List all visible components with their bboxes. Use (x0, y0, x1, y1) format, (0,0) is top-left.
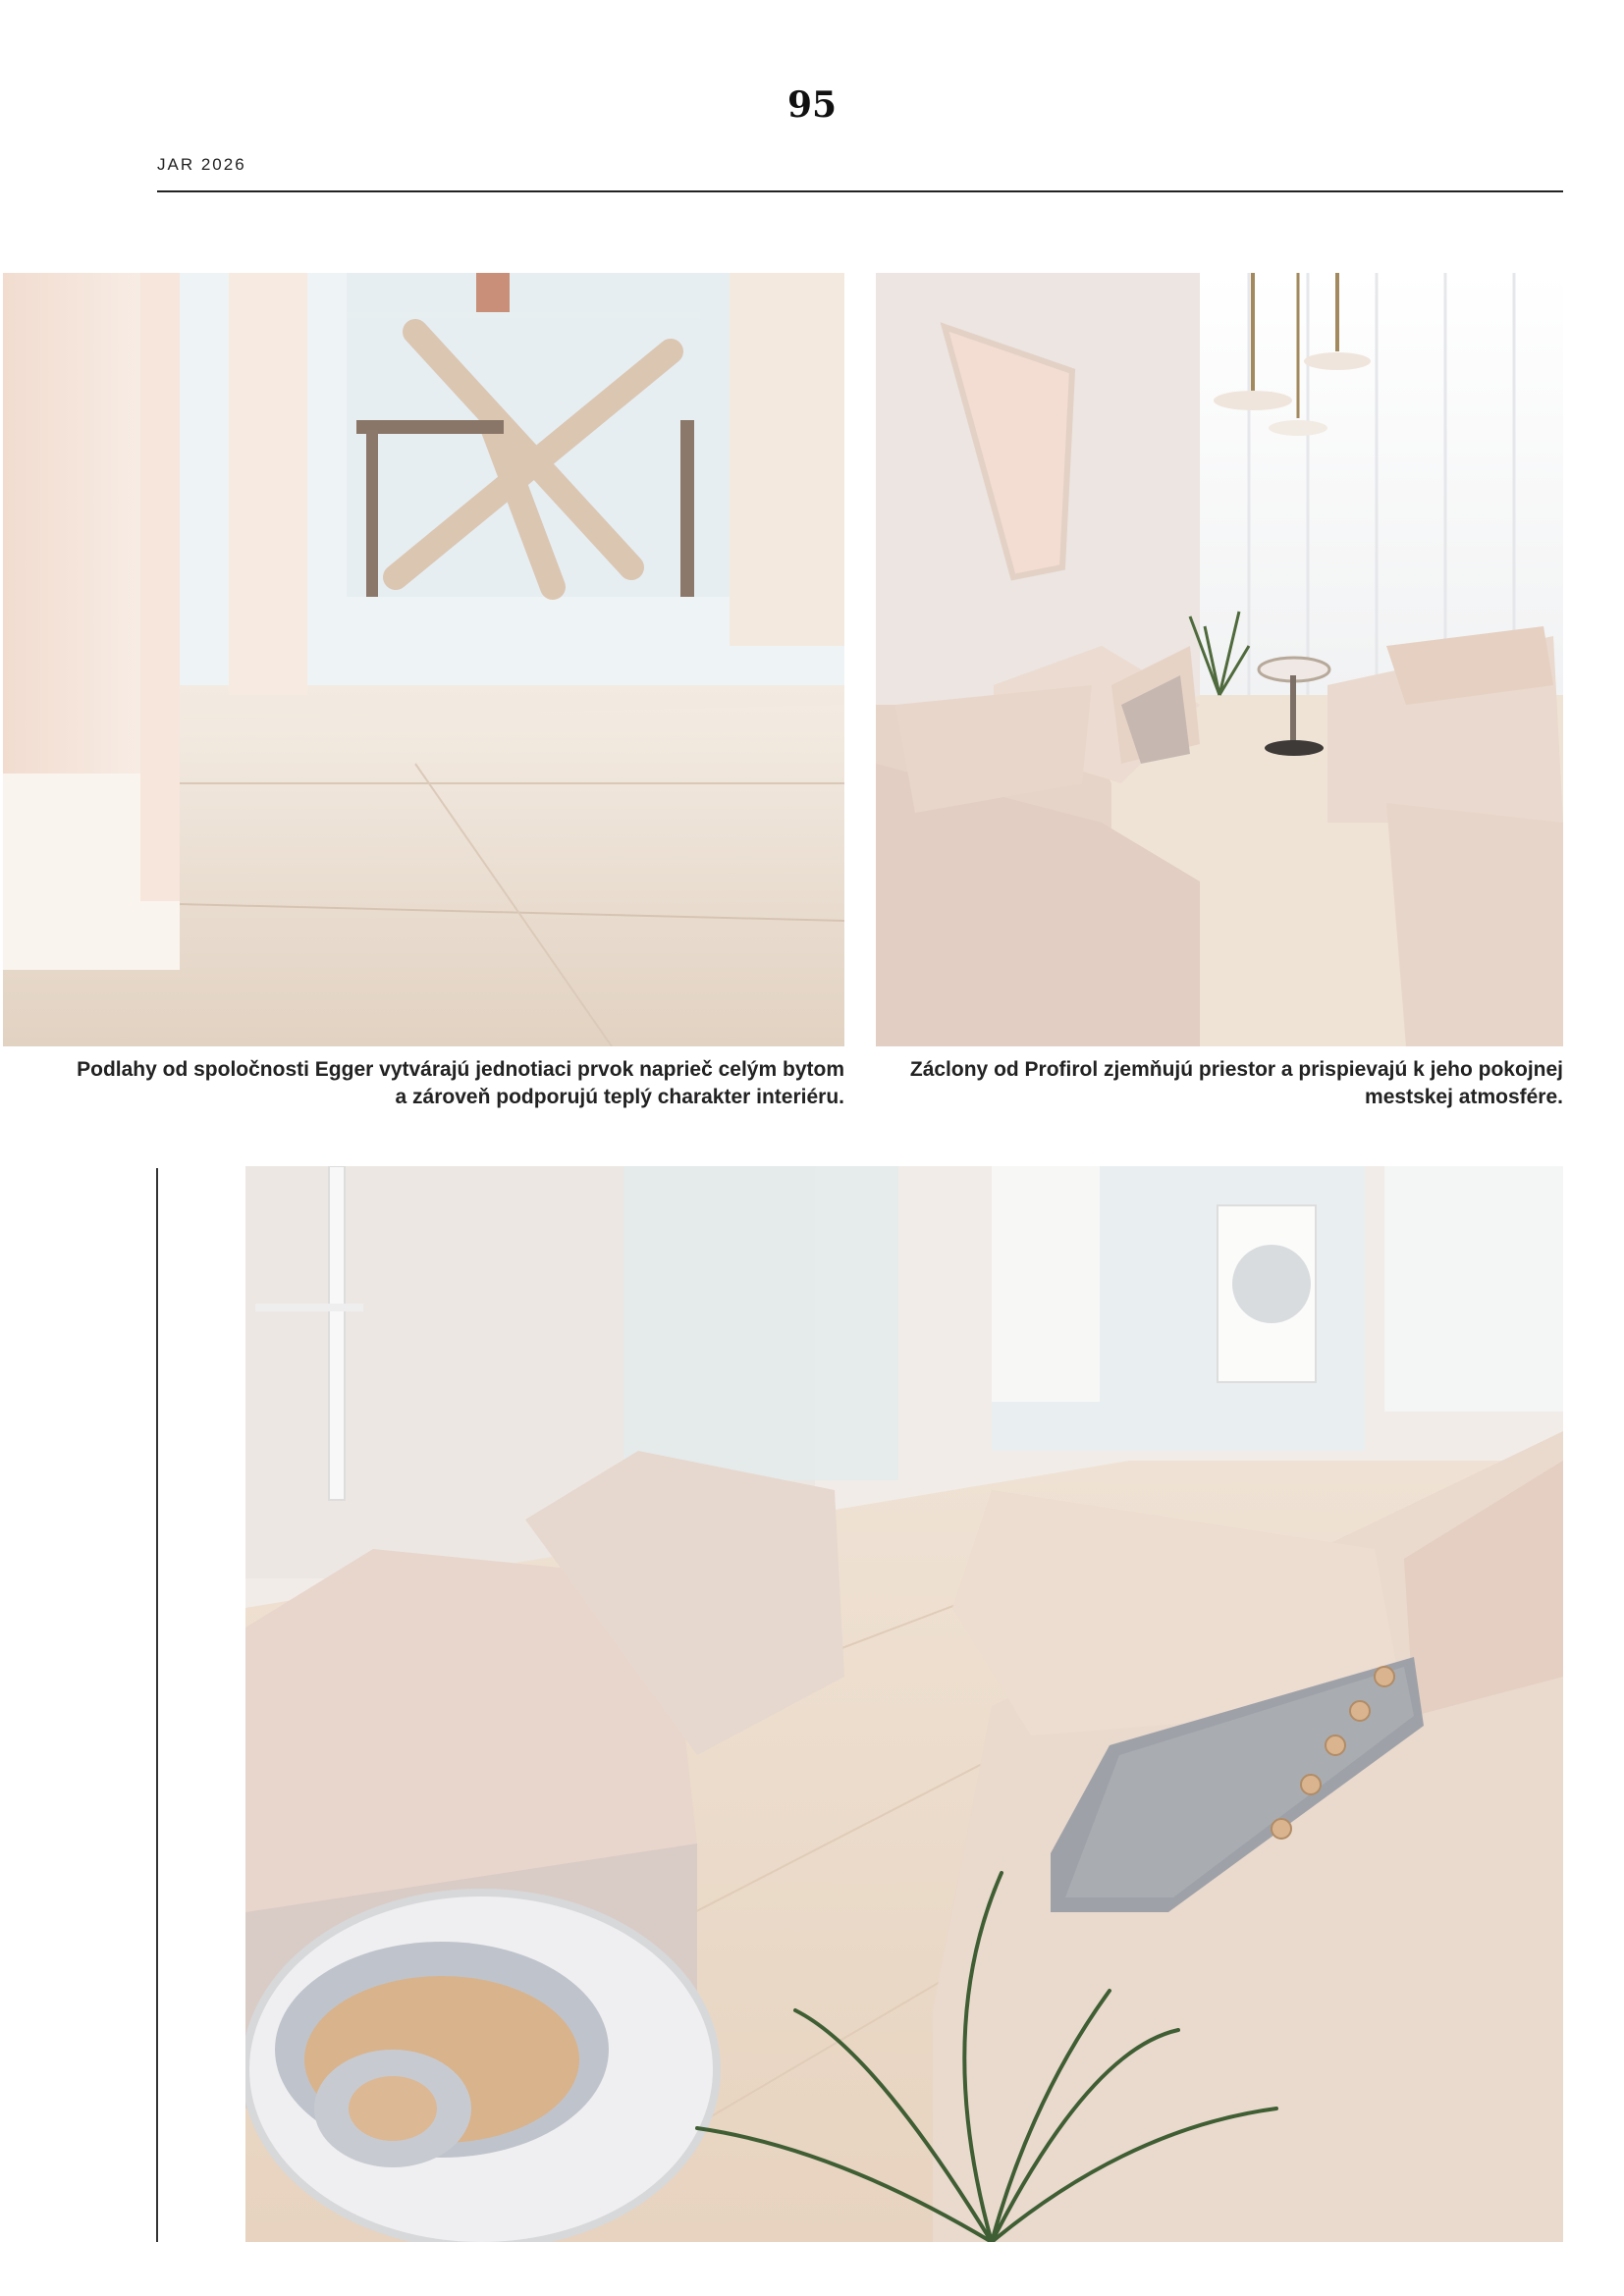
issue-label: JAR 2026 (157, 155, 246, 174)
sofa-photo (245, 1166, 1563, 2242)
page-number: 95 (786, 84, 838, 126)
floor-photo (3, 273, 844, 1046)
living-room-photo (876, 273, 1563, 1046)
living-room-photo-caption (910, 1056, 1563, 1111)
caption-line: Záclony od Profirol zjemňujú priestor a prispievajú k jeho pokojnej (909, 1058, 1563, 1081)
caption-line: Podlahy od spoločnosti Egger vytvárajú jednotiaci prvok naprieč celým bytom (77, 1058, 844, 1081)
side-divider (156, 1168, 158, 2242)
caption-line: a zároveň podporujú teplý charakter interiéru. (395, 1086, 844, 1108)
caption-line: mestskej atmosfére. (1365, 1086, 1563, 1108)
floor-photo-caption (77, 1056, 844, 1111)
header-divider (157, 190, 1563, 192)
